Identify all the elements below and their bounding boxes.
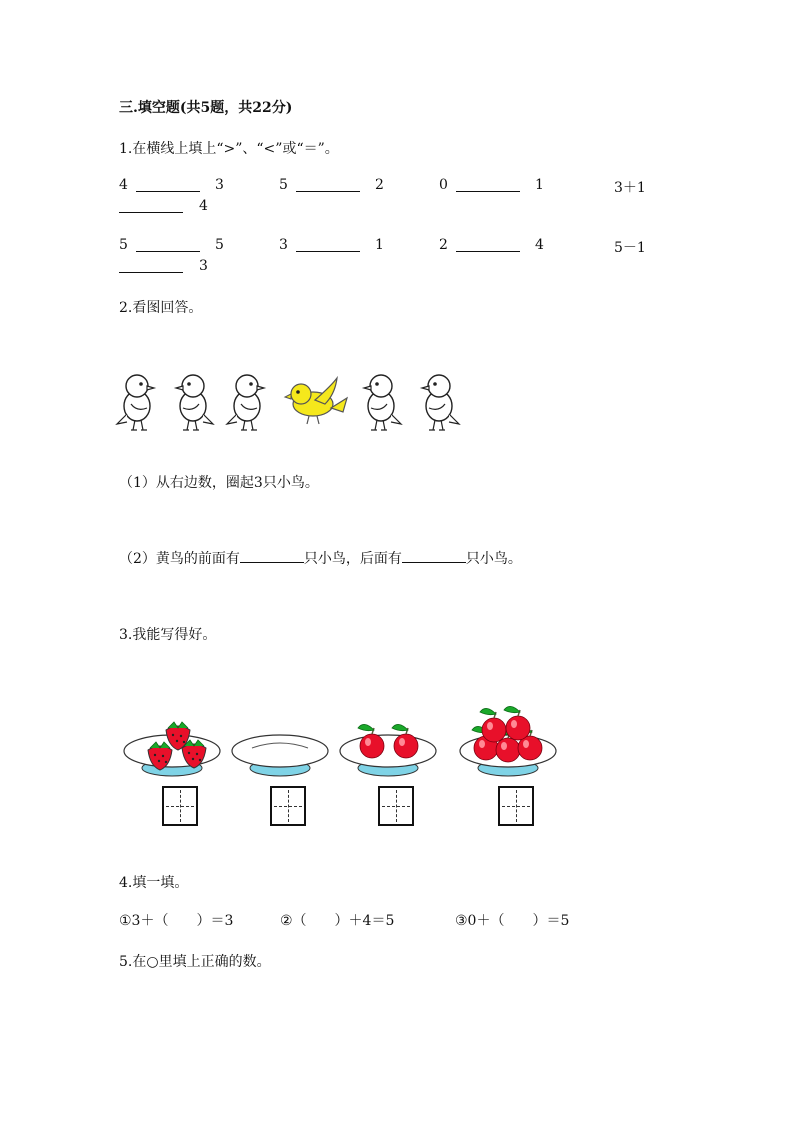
bird-3 xyxy=(227,375,264,430)
bird-2 xyxy=(176,375,213,430)
fruit-plates-illustration xyxy=(122,696,562,786)
question-2-sub2 xyxy=(119,548,522,568)
comparison-right: 5 xyxy=(215,237,224,253)
comparison-left: 5 xyxy=(119,237,128,253)
bird-5 xyxy=(364,375,401,430)
comparison-left: 5 xyxy=(279,177,288,193)
answer-blank[interactable] xyxy=(136,191,200,192)
comparison-left: 2 xyxy=(439,237,448,253)
comparison-right: 4 xyxy=(535,237,544,253)
fill-item-3[interactable]: ③0＋（ ）＝5 xyxy=(455,913,570,929)
answer-blank[interactable] xyxy=(136,251,200,252)
answer-blank[interactable] xyxy=(119,212,183,213)
question-2-sub1: （1）从右边数，圈起3只小鸟。 xyxy=(119,475,319,491)
plate-empty xyxy=(232,735,328,776)
comparison-left: 3 xyxy=(279,237,288,253)
comparison-right: 3 xyxy=(215,177,224,193)
writing-box-4[interactable] xyxy=(498,786,534,826)
answer-blank[interactable] xyxy=(456,251,520,252)
answer-blank[interactable] xyxy=(456,191,520,192)
sub2-text-2: 只小鸟，后面有 xyxy=(303,551,402,567)
question-5-prompt: 5.在○里填上正确的数。 xyxy=(119,954,271,970)
comparison-left: 3＋1 xyxy=(614,180,646,196)
fill-item-2[interactable]: ②（ ）＋4＝5 xyxy=(280,913,395,929)
plate-two-apples xyxy=(340,724,436,776)
comparison-right: 4 xyxy=(199,198,208,214)
comparison-right: 3 xyxy=(199,258,208,274)
plate-strawberries xyxy=(124,722,220,776)
answer-blank[interactable] xyxy=(240,548,304,563)
comparison-right: 1 xyxy=(375,237,384,253)
comparison-right: 1 xyxy=(535,177,544,193)
comparison-left: 0 xyxy=(439,177,448,193)
answer-blank[interactable] xyxy=(296,251,360,252)
writing-box-1[interactable] xyxy=(162,786,198,826)
question-4-prompt: 4.填一填。 xyxy=(119,875,189,891)
yellow-bird xyxy=(285,378,347,424)
writing-box-2[interactable] xyxy=(270,786,306,826)
question-2-prompt: 2.看图回答。 xyxy=(119,300,203,316)
comparison-left: 4 xyxy=(119,177,128,193)
sub2-text-3: 只小鸟。 xyxy=(465,551,522,567)
bird-6 xyxy=(422,375,459,430)
question-3-prompt: 3.我能写得好。 xyxy=(119,627,217,643)
answer-blank[interactable] xyxy=(296,191,360,192)
comparison-left: 5－1 xyxy=(614,240,646,256)
birds-illustration xyxy=(115,368,475,436)
plate-five-apples xyxy=(460,706,556,776)
sub2-text-1: （2）黄鸟的前面有 xyxy=(119,551,240,567)
comparison-right: 2 xyxy=(375,177,384,193)
question-1-prompt: 1.在横线上填上“>”、“<”或“＝”。 xyxy=(119,141,339,157)
answer-blank[interactable] xyxy=(119,272,183,273)
bird-1 xyxy=(117,375,154,430)
writing-box-3[interactable] xyxy=(378,786,414,826)
fill-item-1[interactable]: ①3＋（ ）＝3 xyxy=(119,913,234,929)
section-title: 三.填空题(共5题，共22分) xyxy=(119,100,293,116)
answer-blank[interactable] xyxy=(402,548,466,563)
